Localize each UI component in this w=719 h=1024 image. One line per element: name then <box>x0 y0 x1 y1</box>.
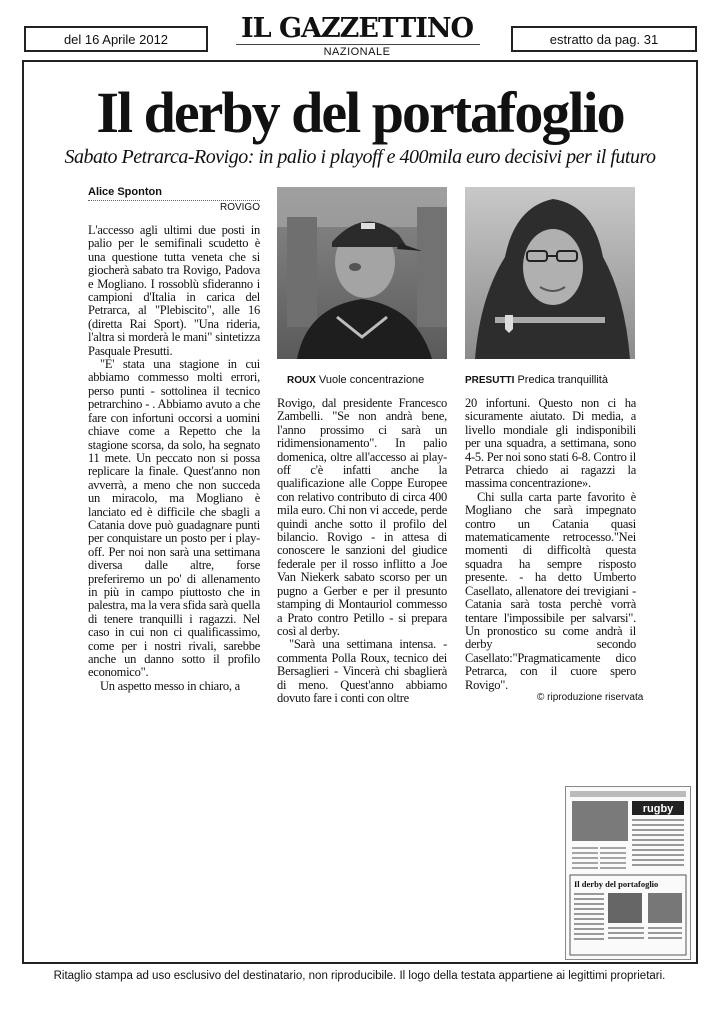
caption-name: ROUX <box>287 375 316 386</box>
roux-photo-image <box>277 187 447 359</box>
photo-roux <box>277 187 447 359</box>
page-thumbnail <box>565 786 691 960</box>
page-reference-box <box>511 26 697 52</box>
page-reference-label: estratto da pag. 31 <box>549 31 659 47</box>
paragraph: Rovigo, dal presidente Francesco Zambelli. "Se non andrà bene, l'anno prossimo ci sarà un ridimensionamento". In palio domenica, oltre all'accesso ai play-off c'è infatti anche la qualificazione alle Coppe Europee con relativo contributo di circa 400 mila euro. Chi non vi accede, perde quindi anche sotto il profilo del bilancio. Rovigo - in attesa di conoscere le sanzioni del giudice federale per il rosso inflitto a Joe Van Niekerk sabato scorso per un pugno a Gerber e per il presunto stamping di Montauriol commesso a Prato contro Petillo - si prepara così al derby. <box>277 396 447 638</box>
article-column-2 <box>277 397 447 705</box>
article-column-3 <box>465 397 636 692</box>
paragraph: Un aspetto messo in chiaro, a <box>100 678 240 693</box>
article-column-1 <box>88 224 260 693</box>
masthead-logo: IL GAZZETTINO <box>240 13 474 44</box>
thumbnail-page-image <box>566 787 690 959</box>
paragraph: "E' stata una stagione in cui abbiamo commesso molti errori, perso punti - sottolinea il tecnico petrarchino - . Abbiamo avuto a che fare con infortuni occorsi a uomini chiave come a Repetto che la stagione scorsa, da solo, ha segnato 11 mete. Un peccato non si possa replicare la finale. Quest'anno non avverrà, a meno che non succeda un miracolo, ma Mogliano è lanciato ed è difficile che sbagli a Catania dove può guadagnare punti per conquistare un posto per i play-off. Per noi non sarà una settimana diversa dalle altre, forse preferiremo un po' di allenamento in più in campo piuttosto che in palestra, ma la vera sfida sarà quella di tenere tranquilli i ragazzi. Nel caso in cui non ci qualificassimo, come per i nostri rivali, sarebbe anche un danno sotto il profilo economico". <box>88 357 261 680</box>
paragraph: Chi sulla carta parte favorito è Mogliano che sarà impegnato contro un Catania quasi matematicamente retrocesso."Nei momenti di difficoltà questa squadra ha sempre risposto presente. - ha detto Umberto Casellato, allenatore dei trevigiani - Catania sarà tosta perchè vorrà tentare l'impossibile per salvarsi". Un pronostico su come andrà il derby secondo Casellato:"Pragmaticamente dico Petrarca, con il cuore spero Rovigo". <box>465 489 636 692</box>
date-label: del 16 Aprile 2012 <box>63 31 169 47</box>
paragraph: 20 infortuni. Questo non ci ha sicuramente aiutato. Di media, a livello mondiale gli indisponibili per una squadra, a settimana, sono 4-5. Per noi sono stati 6-8. Contro il Petrarca chiedo ai ragazzi la massima concentrazione». <box>465 396 636 491</box>
thumbnail-headline: Il derby del portafoglio <box>574 879 659 889</box>
photo-caption-presutti <box>465 374 608 386</box>
caption-text: Vuole concentrazione <box>318 374 425 386</box>
paragraph: L'accesso agli ultimi due posti in palio per le semifinali scudetto è una questione tutta veneta che si giocherà sabato tra Rovigo, Padova e Mogliano. I rossoblù sfideranno i campioni d'Italia in carica del Petrarca, al "Plebiscito", alle 16 (diretta Rai Sport). "Una rideria, l'altra si morderà le mani" sintetizza Pasquale Presutti. <box>88 223 260 358</box>
copyright-notice: © riproduzione riservata <box>537 692 644 703</box>
thumbnail-section-label: rugby <box>642 803 674 815</box>
date-box <box>24 26 208 52</box>
footer-notice: Ritaglio stampa ad uso esclusivo del destinatario, non riproducibile. Il logo della testata appartiene ai legittimi proprietari. <box>53 970 666 982</box>
caption-text: Predica tranquillità <box>517 374 608 386</box>
caption-name: PRESUTTI <box>465 375 515 386</box>
masthead-rule <box>236 44 480 45</box>
article-subhead: Sabato Petrarca-Rovigo: in palio i playoff e 400mila euro decisivi per il futuro <box>64 146 656 168</box>
photo-presutti <box>465 187 635 359</box>
article-headline: Il derby del portafoglio <box>96 80 624 145</box>
presutti-photo-image <box>465 187 635 359</box>
paragraph: "Sarà una settimana intensa. - commenta Polla Roux, tecnico dei Bersaglieri - Vincerà chi sbaglierà di meno. Quest'anno abbiamo dovuto fare i conti con oltre <box>277 637 447 705</box>
photo-caption-roux <box>287 374 424 386</box>
article-author: Alice Sponton <box>88 186 260 201</box>
edition-label: NAZIONALE <box>323 46 391 58</box>
article-dateline: ROVIGO <box>219 202 260 213</box>
